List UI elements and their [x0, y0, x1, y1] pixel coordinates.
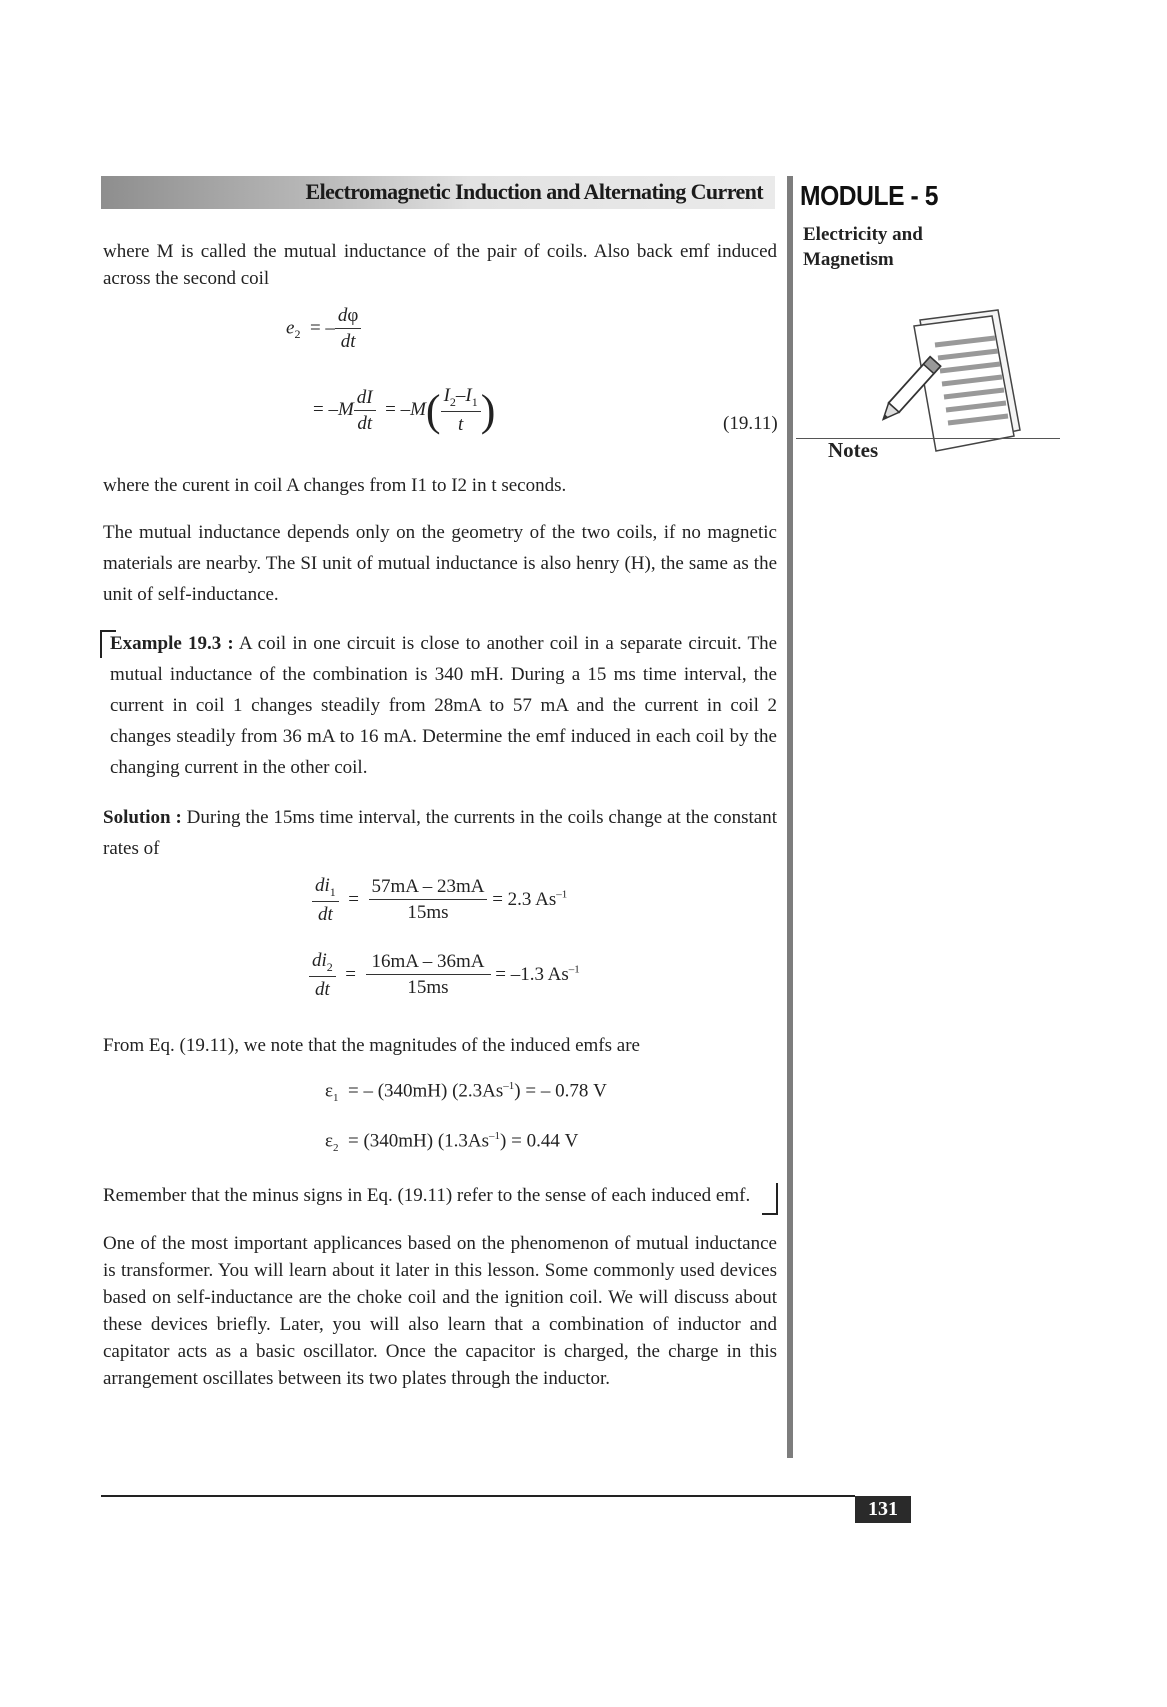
- rate1-numerator: 57mA – 23mA: [369, 876, 488, 900]
- example-paragraph: [110, 628, 777, 783]
- current-change-paragraph: where the curent in coil A changes from I1 to I2 in t seconds.: [103, 475, 567, 496]
- equation-mutual: = –M $\frac{dI}{dt}$ = –M( $\frac{I_2-I_1}{t}$ ): [313, 385, 496, 435]
- example-text: A coil in one circuit is close to another coil in a separate circuit. The mutual inductance of the combination is 340 mH. During a 15 ms time interval, the current in coil 1 changes steadily from 28mA to 57 mA and the current in coil 2 changes steadily from 36 mA to 16 mA. Determine the emf induced in each coil by the changing current in the other coil.: [110, 633, 778, 778]
- rate1-denominator: 15ms: [407, 902, 449, 924]
- rate1-result: = 2.3 As: [492, 888, 557, 910]
- equation-e2: $e_2$ = – $\frac{d\varphi}{dt}$: [286, 305, 361, 353]
- chapter-title: Electromagnetic Induction and Alternating Current: [305, 179, 763, 204]
- emf-equation-1: $\varepsilon_1$ = – (340mH) $(2.3As^{-1})$ = – 0.78 V: [325, 1080, 607, 1105]
- emf1-value: = – (340mH) (2.3As: [347, 1080, 504, 1102]
- margin-divider: [787, 176, 793, 1458]
- rate-equation-1: $\frac{di_1}{dt}$ = $\frac{57mA - 23mA}{15ms}$ = 2.3 $As^{-1}$: [312, 875, 567, 926]
- emf2-value: = (340mH) (1.3As: [347, 1130, 490, 1152]
- applications-paragraph: One of the most important applicances based on the phenomenon of mutual inductance is transformer. You will learn about it later in this lesson. Some commonly used devices based on self-inductance are the choke coil and the ignition coil. We will discuss about these devices briefly. Later, you will also learn that a combination of inductor and capitator acts as a basic oscillator. Once the capacitor is charged, the charge in this arrangement oscillates between its two plates through the inductor.: [103, 1233, 777, 1389]
- solution-text: During the 15ms time interval, the currents in the coils change at the constant rates of: [103, 807, 777, 859]
- rate2-numerator: 16mA – 36mA: [366, 951, 491, 975]
- notes-label: Notes: [828, 438, 879, 462]
- emf-equation-2: $\varepsilon_2 = (340mH) (1.3As^{-1}) = 0.44$ V: [325, 1130, 579, 1155]
- remember-paragraph: Remember that the minus signs in Eq. (19.11) refer to the sense of each induced emf.: [103, 1185, 751, 1206]
- module-subject: Electricity and Magnetism: [803, 224, 923, 270]
- example-end-mark: [762, 1183, 778, 1215]
- from-equation-paragraph: From Eq. (19.11), we note that the magnitudes of the induced emfs are: [103, 1035, 640, 1056]
- chapter-header-bar: [101, 176, 775, 209]
- page-number: 131: [855, 1496, 911, 1523]
- module-title: MODULE - 5: [800, 180, 938, 211]
- equation-number: (19.11): [723, 413, 778, 434]
- emf1-tail: ) = – 0.78 V: [514, 1080, 607, 1102]
- emf2-tail: ) = 0.44 V: [500, 1130, 579, 1152]
- mutual-inductance-paragraph: The mutual inductance depends only on the geometry of the two coils, if no magnetic materials are nearby. The SI unit of mutual inductance is also henry (H), the same as the unit of self-inductance.: [103, 522, 777, 605]
- rate2-result: = –1.3 As: [495, 963, 569, 985]
- solution-paragraph: [103, 802, 777, 864]
- notepad-pencil-icon: [880, 300, 1030, 475]
- rate2-denominator: 15ms: [407, 977, 449, 999]
- solution-label: Solution :: [103, 807, 182, 828]
- intro-paragraph: where M is called the mutual inductance of the pair of coils. Also back emf induced across the second coil: [103, 241, 777, 289]
- example-label: Example 19.3 :: [110, 633, 234, 654]
- rate-equation-2: $\frac{di_2}{dt}$ = $\frac{16mA - 36mA}{15ms}$ = –1.3 $As^{-1}$: [309, 950, 580, 1001]
- footer-rule: [101, 1495, 855, 1497]
